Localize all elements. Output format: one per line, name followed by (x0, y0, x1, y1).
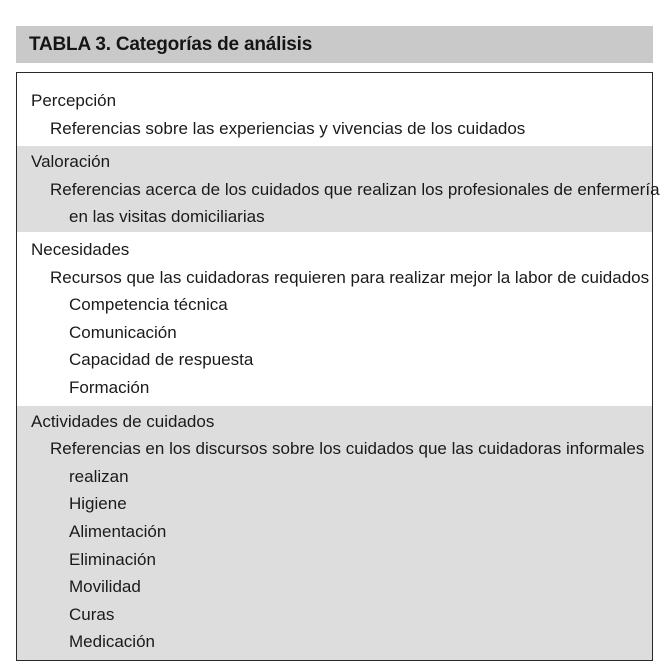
subcategory-item: Capacidad de respuesta (69, 350, 254, 370)
section-actividades-de-cuidados (17, 405, 652, 660)
subcategory-item: Competencia técnica (69, 295, 228, 315)
section-line: en las visitas domiciliarias (69, 207, 265, 227)
section-valoracion (17, 145, 660, 232)
section-line: Referencias acerca de los cuidados que realizan los profesionales de enfermería (50, 179, 660, 199)
table-title: TABLA 3. Categorías de análisis (29, 33, 313, 55)
subcategory-item: Higiene (69, 494, 127, 514)
subcategory-item: Alimentación (69, 521, 167, 541)
subcategory-item: Curas (69, 604, 115, 624)
section-heading: Actividades de cuidados (31, 411, 215, 431)
categories-table (16, 72, 660, 661)
section-line: Referencias en los discursos sobre los cuidados que las cuidadoras informales (50, 439, 645, 459)
section-percepcion (17, 73, 652, 145)
section-heading: Necesidades (31, 239, 130, 259)
section-line: realizan (69, 466, 129, 486)
subcategory-item: Eliminación (69, 549, 156, 569)
subcategory-item: Formación (69, 377, 150, 397)
section-line: Recursos que las cuidadoras requieren para realizar mejor la labor de cuidados (50, 267, 650, 287)
section-heading: Valoración (31, 152, 111, 172)
subcategory-item: Movilidad (69, 577, 141, 597)
section-line: Referencias sobre las experiencias y vivencias de los cuidados (50, 118, 526, 138)
table-title-bar (16, 26, 653, 63)
subcategory-item: Medicación (69, 632, 155, 652)
subcategory-item: Comunicación (69, 322, 177, 342)
section-heading: Percepción (31, 91, 117, 110)
section-necesidades (17, 232, 652, 405)
